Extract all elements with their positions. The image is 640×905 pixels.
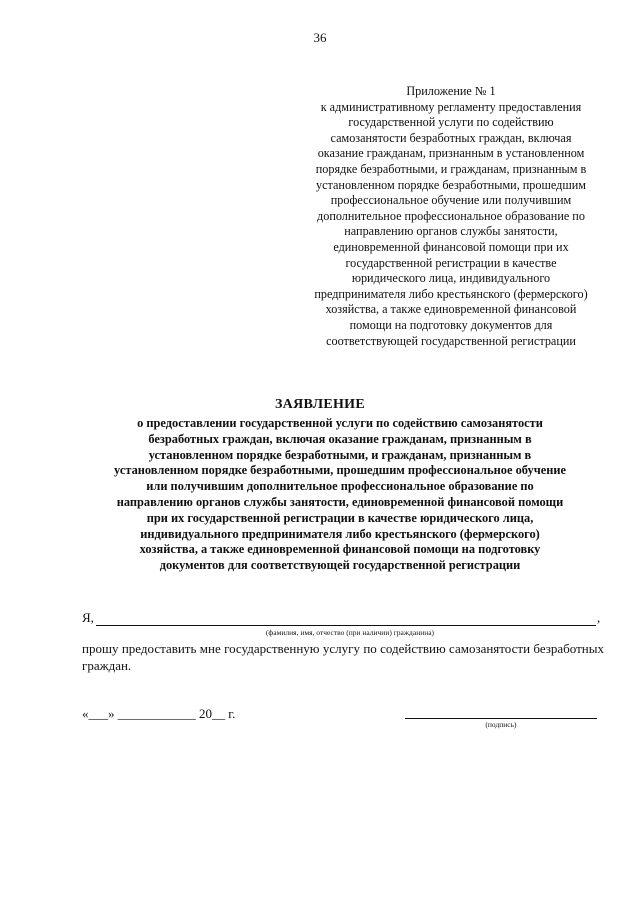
- subtitle-line: направлению органов службы занятости, единовременной финансовой помощи: [116, 494, 564, 509]
- subtitle-line: документов для соответствующей государственной регистрации: [159, 558, 521, 573]
- applicant-prefix: Я,: [82, 610, 94, 625]
- request-text: прошу предоставить мне государственную услугу по содействию самозанятости безработных граждан.: [82, 641, 604, 673]
- statement-title: ЗАЯВЛЕНИЕ: [274, 397, 365, 412]
- subtitle-line: установленном порядке безработными, прошедшим профессиональное обучение: [114, 463, 566, 478]
- appendix-line: соответствующей государственной регистрации: [326, 333, 576, 348]
- appendix-line: порядке безработными, и гражданам, признанным в: [315, 161, 587, 176]
- subtitle-line: при их государственной регистрации в качестве юридического лица,: [146, 510, 534, 525]
- signature-caption: (подпись): [485, 720, 517, 729]
- subtitle-line: установленном порядке безработными, и гражданам, признанным в: [148, 447, 532, 462]
- subtitle-line: безработных граждан, включая оказание гражданам, признанным в: [148, 431, 532, 446]
- applicant-name-row: [82, 610, 602, 630]
- name-field-caption: (фамилия, имя, отчество (при наличии) гражданина): [265, 628, 435, 637]
- applicant-suffix: ,: [597, 610, 601, 625]
- appendix-line: самозанятости безработных граждан, включая: [330, 130, 572, 145]
- signature-field[interactable]: [405, 718, 597, 719]
- subtitle-line: индивидуального предпринимателя либо крестьянского (фермерского): [140, 526, 540, 541]
- appendix-line: установленном порядке безработными, прошедшим: [316, 177, 586, 192]
- applicant-name-field[interactable]: [96, 625, 596, 626]
- appendix-line: юридического лица, индивидуального: [351, 271, 551, 286]
- appendix-line: предпринимателя либо крестьянского (фермерского): [314, 286, 588, 301]
- appendix-line: дополнительное профессиональное образование по: [317, 208, 585, 223]
- appendix-line: профессиональное обучение или получившим: [330, 193, 572, 208]
- subtitle-line: или получившим дополнительное профессиональное образование по: [146, 479, 534, 494]
- appendix-line: государственной услуги по содействию: [348, 115, 554, 130]
- appendix-line: единовременной финансовой помощи при их: [333, 239, 569, 254]
- appendix-line: к административному регламенту предоставления: [320, 99, 582, 114]
- subtitle-line: о предоставлении государственной услуги по содействию самозанятости: [137, 416, 543, 430]
- page-number: 36: [313, 30, 327, 45]
- appendix-header: [290, 84, 612, 349]
- appendix-line: государственной регистрации в качестве: [345, 255, 557, 270]
- appendix-line: помощи на подготовку документов для: [349, 317, 553, 332]
- statement-subtitle: [80, 416, 600, 574]
- appendix-line: хозяйства, а также единовременной финансовой: [325, 302, 577, 317]
- subtitle-line: хозяйства, а также единовременной финансовой помощи на подготовку: [139, 542, 541, 557]
- appendix-line: Приложение № 1: [406, 84, 496, 98]
- appendix-line: направлению органов службы занятости,: [344, 224, 558, 239]
- appendix-line: оказание гражданам, признанным в установленном: [317, 146, 585, 161]
- date-field[interactable]: «___» ____________ 20__ г.: [82, 706, 236, 721]
